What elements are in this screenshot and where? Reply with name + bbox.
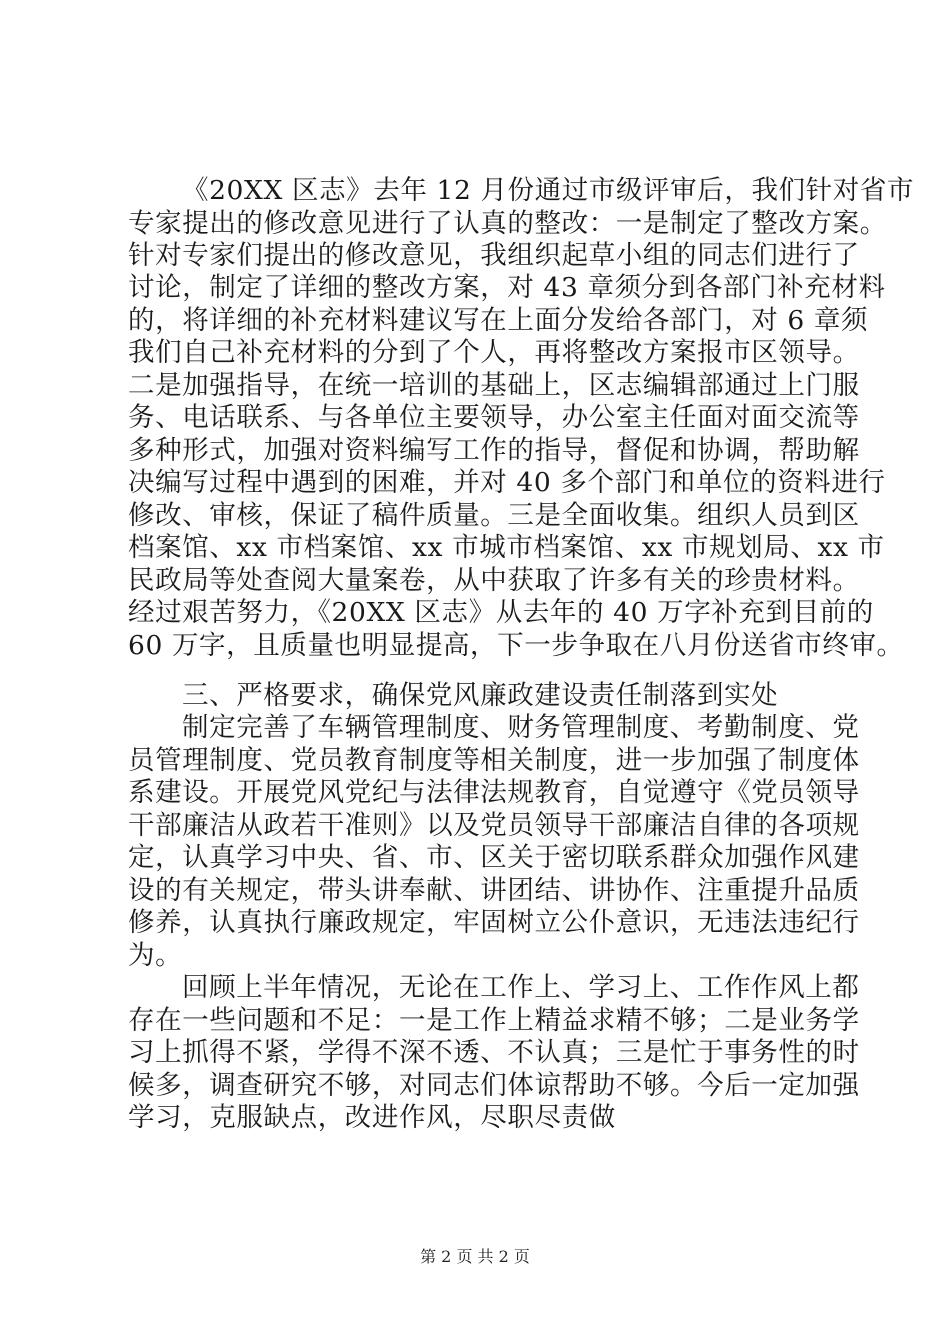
text-line: 为。 xyxy=(128,940,183,971)
section-heading: 三、严格要求，确保党风廉政建设责任制落到实处 xyxy=(182,680,779,711)
text-line: 设的有关规定，带头讲奉献、讲团结、讲协作、注重提升品质 xyxy=(128,875,860,906)
text-line: 《20XX 区志》去年 12 月份通过市级评审后，我们针对省市 xyxy=(182,175,915,206)
text-line: 修改、审核，保证了稿件质量。三是全面收集。组织人员到区 xyxy=(128,500,860,531)
text-line: 专家提出的修改意见进行了认真的整改：一是制定了整改方案。 xyxy=(128,208,887,239)
text-line: 我们自己补充材料的分到了个人，再将整改方案报市区领导。 xyxy=(128,337,860,368)
text-line: 存在一些问题和不足：一是工作上精益求精不够；二是业务学 xyxy=(128,1005,860,1036)
page-number-footer: 第 2 页 共 2 页 xyxy=(420,1247,530,1266)
text-line: 的，将详细的补充材料建议写在上面分发给各部门，对 6 章须 xyxy=(128,305,869,336)
text-line: 定，认真学习中央、省、市、区关于密切联系群众加强作风建 xyxy=(128,842,860,873)
text-line: 多种形式，加强对资料编写工作的指导，督促和协调，帮助解 xyxy=(128,435,860,466)
text-line: 民政局等处查阅大量案卷，从中获取了许多有关的珍贵材料。 xyxy=(128,565,860,596)
text-line: 系建设。开展党风党纪与法律法规教育，自觉遵守《党员领导 xyxy=(128,777,860,808)
text-line: 员管理制度、党员教育制度等相关制度，进一步加强了制度体 xyxy=(128,745,860,776)
text-line: 二是加强指导，在统一培训的基础上，区志编辑部通过上门服 xyxy=(128,370,860,401)
text-line: 经过艰苦努力，《20XX 区志》从去年的 40 万字补充到目前的 xyxy=(128,597,874,628)
text-line: 学习，克服缺点，改进作风，尽职尽责做 xyxy=(128,1102,616,1133)
text-line: 针对专家们提出的修改意见，我组织起草小组的同志们进行了 xyxy=(128,240,860,271)
text-line: 回顾上半年情况，无论在工作上、学习上、工作作风上都 xyxy=(182,972,860,1003)
text-line: 务、电话联系、与各单位主要领导，办公室主任面对面交流等 xyxy=(128,402,860,433)
text-line: 档案馆、xx 市档案馆、xx 市城市档案馆、xx 市规划局、xx 市 xyxy=(128,532,885,563)
text-line: 候多，调查研究不够，对同志们体谅帮助不够。今后一定加强 xyxy=(128,1070,860,1101)
text-line: 习上抓得不紧，学得不深不透、不认真；三是忙于事务性的时 xyxy=(128,1037,860,1068)
text-line: 决编写过程中遇到的困难，并对 40 多个部门和单位的资料进行 xyxy=(128,467,886,498)
text-line: 制定完善了车辆管理制度、财务管理制度、考勤制度、党 xyxy=(182,712,860,743)
text-line: 讨论，制定了详细的整改方案，对 43 章须分到各部门补充材料 xyxy=(128,272,886,303)
text-line: 60 万字，且质量也明显提高，下一步争取在八月份送省市终审。 xyxy=(128,630,904,661)
text-line: 修养，认真执行廉政规定，牢固树立公仆意识，无违法违纪行 xyxy=(128,907,860,938)
text-line: 干部廉洁从政若干准则》以及党员领导干部廉洁自律的各项规 xyxy=(128,810,860,841)
